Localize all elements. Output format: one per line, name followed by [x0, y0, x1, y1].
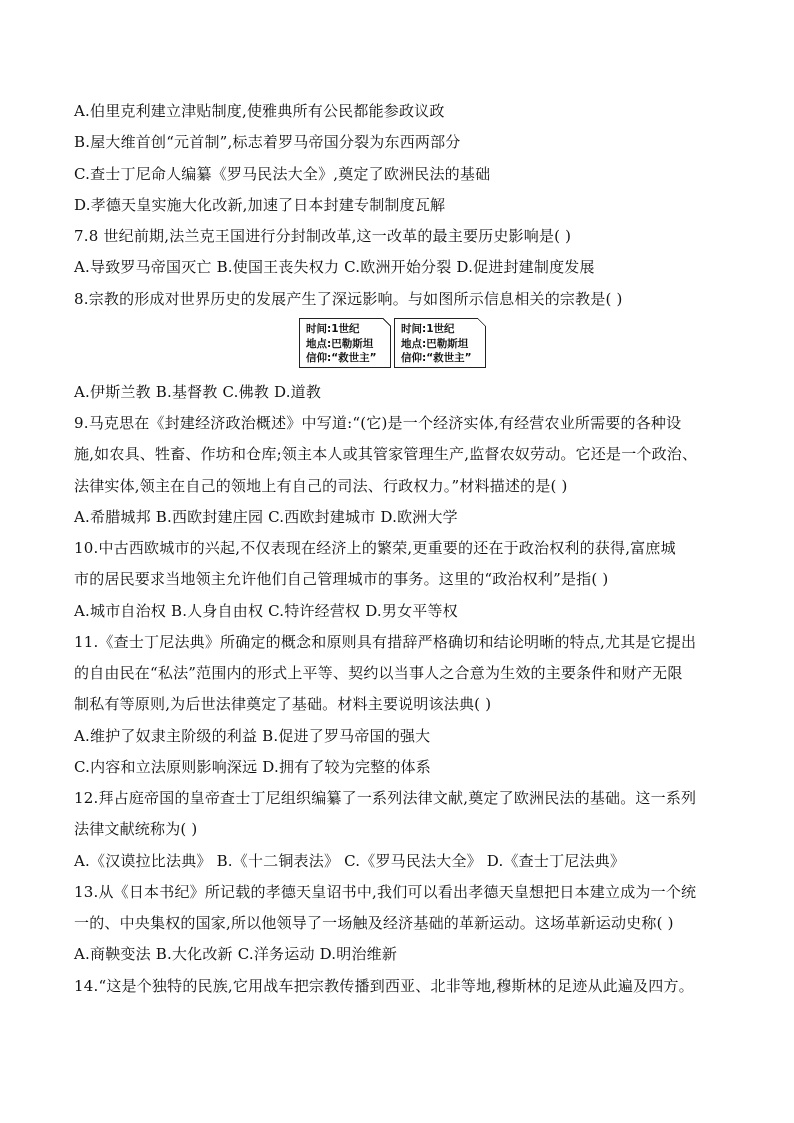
card-belief: 信仰:“救世主” [306, 352, 377, 364]
q6-option-c: C.查士丁尼命人编纂《罗马民法大全》,奠定了欧洲民法的基础 [74, 165, 491, 183]
info-card-1 [299, 318, 391, 368]
card-place: 地点:巴勒斯坦 [401, 337, 469, 350]
q10-stem-line2: 市的居民要求当地领主允许他们自己管理城市的事务。这里的“政治权利”是指( ) [74, 570, 609, 588]
card-time: 时间:1世纪 [401, 323, 455, 335]
q9-options: A.希腊城邦 B.西欧封建庄园 C.西欧封建城市 D.欧洲大学 [74, 508, 458, 526]
card-time: 时间:1世纪 [306, 323, 360, 335]
q8-figure [299, 318, 486, 368]
q7-options: A.导致罗马帝国灭亡 B.使国王丧失权力 C.欧洲开始分裂 D.促进封建制度发展 [74, 258, 595, 276]
q9-stem-line3: 法律实体,领主在自己的领地上有自己的司法、行政权力。”材料描述的是( ) [74, 477, 568, 495]
q12-stem-line1: 12.拜占庭帝国的皇帝查士丁尼组织编纂了一系列法律文献,奠定了欧洲民法的基础。这一系列 [74, 789, 697, 807]
q10-options: A.城市自治权 B.人身自由权 C.特许经营权 D.男女平等权 [74, 602, 458, 620]
q11-stem-line2: 的自由民在“私法”范围内的形式上平等、契约以当事人之合意为生效的主要条件和财产无限 [74, 664, 683, 682]
q11-stem-line1: 11.《查士丁尼法典》所确定的概念和原则具有措辞严格确切和结论明晰的特点,尤其是它提出 [74, 633, 697, 651]
q6-option-d: D.孝德天皇实施大化改新,加速了日本封建专制制度瓦解 [74, 196, 446, 214]
q13-stem-line2: 一的、中央集权的国家,所以他领导了一场触及经济基础的革新运动。这场革新运动史称( ) [74, 914, 674, 932]
q14-stem-line1: 14.“这是个独特的民族,它用战车把宗教传播到西亚、北非等地,穆斯林的足迹从此遍及四方。 [74, 977, 694, 995]
q6-option-b: B.屋大维首创“元首制”,标志着罗马帝国分裂为东西两部分 [74, 133, 461, 151]
q10-stem-line1: 10.中古西欧城市的兴起,不仅表现在经济上的繁荣,更重要的还在于政治权利的获得,富庶城 [74, 539, 676, 557]
q8-options: A.伊斯兰教 B.基督教 C.佛教 D.道教 [74, 383, 322, 401]
q7-stem: 7.8 世纪前期,法兰克王国进行分封制改革,这一改革的最主要历史影响是( ) [74, 227, 572, 245]
q11-stem-line3: 制私有等原则,为后世法律奠定了基础。材料主要说明该法典( ) [74, 695, 492, 713]
card-place: 地点:巴勒斯坦 [306, 337, 374, 350]
q11-options-ab: A.维护了奴隶主阶级的利益 B.促进了罗马帝国的强大 [74, 727, 431, 745]
q8-stem: 8.宗教的形成对世界历史的发展产生了深远影响。与如图所示信息相关的宗教是( ) [74, 290, 623, 308]
q9-stem-line1: 9.马克思在《封建经济政治概述》中写道:“(它)是一个经济实体,有经营农业所需要的各种设 [74, 414, 682, 432]
q11-options-cd: C.内容和立法原则影响深远 D.拥有了较为完整的体系 [74, 758, 431, 776]
q13-options: A.商鞅变法 B.大化改新 C.洋务运动 D.明治维新 [74, 945, 398, 963]
q13-stem-line1: 13.从《日本书纪》所记载的孝德天皇诏书中,我们可以看出孝德天皇想把日本建立成为一个统 [74, 883, 697, 901]
q6-option-a: A.伯里克利建立津贴制度,使雅典所有公民都能参政议政 [74, 102, 445, 120]
q12-stem-line2: 法律文献统称为( ) [74, 820, 198, 838]
card-belief: 信仰:“救世主” [401, 352, 472, 364]
info-card-2 [394, 318, 486, 368]
q12-options: A.《汉谟拉比法典》 B.《十二铜表法》 C.《罗马民法大全》 D.《查士丁尼法典》 [74, 852, 626, 870]
q9-stem-line2: 施,如农具、牲畜、作坊和仓库;领主本人或其管家管理生产,监督农奴劳动。它还是一个政治、 [74, 445, 698, 463]
